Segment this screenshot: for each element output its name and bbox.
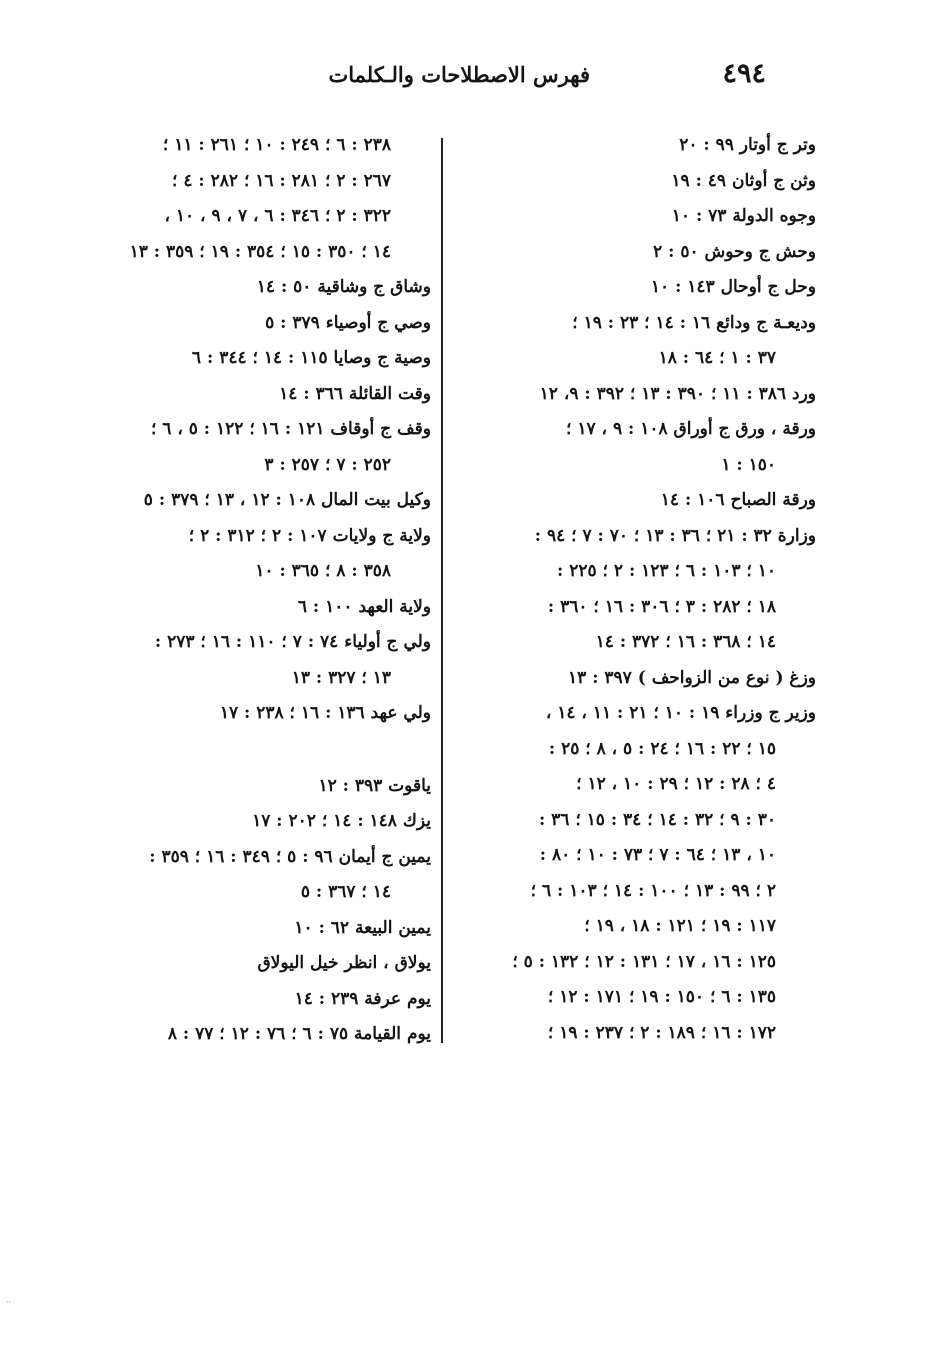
index-entry: ورد ٣٨٦ : ١١ ؛ ٣٩٠ : ١٣ ؛ ٣٩٢ : ٩، ١٢ xyxy=(539,383,816,404)
index-entry: يوم القيامة ٧٥ : ٦ ؛ ٧٦ : ١٢ ؛ ٧٧ : ٨ xyxy=(167,1024,431,1044)
index-entry: وزغ ( نوع من الزواحف ) ٣٩٧ : ١٣ xyxy=(568,667,816,688)
index-entry: وحش ج وحوش ٥٠ : ٢ xyxy=(653,241,816,262)
index-entry: وصي ج أوصياء ٣٧٩ : ٥ xyxy=(265,312,431,333)
index-entry: وصية ج وصايا ١١٥ : ١٤ ؛ ٣٤٤ : ٦ xyxy=(191,348,431,368)
index-entry-continuation: ٣٥٨ : ٨ ؛ ٣٦٥ : ١٠ xyxy=(255,561,391,581)
index-entry-continuation: ١١٧ : ١٩ ؛ ١٢١ : ١٨ ، ١٩ ؛ xyxy=(584,916,776,936)
index-entry: وزير ج وزراء ١٩ : ١٠ ؛ ٢١ : ١١ ، ١٤ ، xyxy=(545,703,816,723)
index-entry: وقف ج أوقاف ١٢١ : ١٦ ؛ ١٢٢ : ٥ ، ٦ ؛ xyxy=(150,419,431,439)
index-entry: وديعـة ج ودائع ١٦ : ١٤ ؛ ٢٣ : ١٩ ؛ xyxy=(572,312,816,333)
page-title: فهرس الاصطلاحات والـكلمات xyxy=(328,62,590,87)
page-header xyxy=(300,58,780,98)
index-entry: وشاق ج وشاقية ٥٠ : ١٤ xyxy=(256,277,431,297)
index-entry-continuation: ١٧٢ : ١٦ ؛ ١٨٩ : ٢ ؛ ٢٣٧ : ١٩ ؛ xyxy=(547,1022,776,1043)
index-entry: يمين البيعة ٦٢ : ١٠ xyxy=(294,917,431,938)
page-number: ٤٩٤ xyxy=(722,58,766,89)
index-entry: ولاية العهد ١٠٠ : ٦ xyxy=(297,596,431,617)
index-entry: ياقوت ٣٩٣ : ١٢ xyxy=(318,775,431,796)
index-entry: وتر ج أوتار ٩٩ : ٢٠ xyxy=(679,135,816,155)
index-entry: ولي عهد ١٣٦ : ١٦ ؛ ٢٣٨ : ١٧ xyxy=(219,703,431,723)
index-entry-continuation: ٢٦٧ : ٢ ؛ ٢٨١ : ١٦ ؛ ٢٨٢ : ٤ ؛ xyxy=(172,170,391,191)
index-entry-continuation: ٢٥٢ : ٧ ؛ ٢٥٧ : ٣ xyxy=(264,454,391,475)
index-entry: ولاية ج ولايات ١٠٧ : ٢ ؛ ٣١٢ : ٢ ؛ xyxy=(188,525,431,546)
index-entry-continuation: ١٥ ؛ ٢٢ : ١٦ ؛ ٢٤ : ٥ ، ٨ ؛ ٢٥ : xyxy=(548,738,776,759)
index-entry: ولي ج أولياء ٧٤ : ٧ ؛ ١١٠ : ١٦ ؛ ٢٧٣ : xyxy=(154,632,431,652)
index-entry-continuation: ١٨ ؛ ٢٨٢ : ٣ ؛ ٣٠٦ : ١٦ ؛ ٣٦٠ : xyxy=(547,596,776,617)
index-entry-continuation: ١٣ ؛ ٣٢٧ : ١٣ xyxy=(291,667,391,688)
index-entry: ورقة الصباح ١٠٦ : ١٤ xyxy=(660,490,816,510)
index-entry-continuation: ١٢٥ : ١٦ ، ١٧ ؛ ١٣١ : ١٢ ؛ ١٣٢ : ٥ ؛ xyxy=(512,951,776,972)
index-column-left xyxy=(71,128,431,1053)
index-entry-continuation: ٣٧ : ١ ؛ ٦٤ : ١٨ xyxy=(658,348,776,368)
scan-speck: ·· xyxy=(6,1298,12,1307)
index-entry-continuation: ١٠ ، ١٣ ؛ ٦٤ : ٧ ؛ ٧٣ : ١٠ ؛ ٨٠ : xyxy=(539,845,776,865)
index-entry-continuation: ٤ ؛ ٢٨ : ١٢ ؛ ٢٩ : ١٠ ، ١٢ ؛ xyxy=(576,774,776,794)
index-entry: وحل ج أوحال ١٤٣ : ١٠ xyxy=(650,277,816,297)
index-entry-continuation: ١٣٥ : ٦ ؛ ١٥٠ : ١٩ ؛ ١٧١ : ١٢ ؛ xyxy=(547,987,776,1007)
index-entry: يوم عرفة ٢٣٩ : ١٤ xyxy=(294,988,431,1009)
index-entry: وزارة ٣٢ : ٢١ ؛ ٣٦ : ١٣ ؛ ٧٠ : ٧ ؛ ٩٤ : xyxy=(534,525,816,546)
index-entry-continuation: ٢ ؛ ٩٩ : ١٣ ؛ ١٠٠ : ١٤ ؛ ١٠٣ : ٦ ؛ xyxy=(530,880,776,901)
index-entry: يولاق ، انظر خيل اليولاق xyxy=(257,953,431,973)
index-entry-continuation: ١٠ ؛ ١٠٣ : ٦ ؛ ١٢٣ : ٢ ؛ ٢٢٥ : xyxy=(557,561,776,581)
index-entry: وقت القائلة ٣٦٦ : ١٤ xyxy=(279,383,431,404)
index-entry: وكيل بيت المال ١٠٨ : ١٢ ، ١٣ ؛ ٣٧٩ : ٥ xyxy=(143,490,431,510)
index-entry-continuation: ١٤ ؛ ٣٦٧ : ٥ xyxy=(300,882,391,902)
index-entry: يمين ج أيمان ٩٦ : ٥ ؛ ٣٤٩ : ١٦ ؛ ٣٥٩ : xyxy=(149,846,431,867)
index-entry: يزك ١٤٨ : ١٤ ؛ ٢٠٢ : ١٧ xyxy=(252,811,431,831)
index-entry-continuation: ١٥٠ : ١ xyxy=(721,454,776,475)
index-entry: ورقة ، ورق ج أوراق ١٠٨ : ٩ ، ١٧ ؛ xyxy=(566,419,816,439)
index-entry-continuation: ٣٢٢ : ٢ ؛ ٣٤٦ : ٦ ، ٧ ، ٩ ، ١٠ ، xyxy=(164,206,391,226)
index-entry: وثن ج أوثان ٤٩ : ١٩ xyxy=(671,170,816,191)
index-entry: وجوه الدولة ٧٣ : ١٠ xyxy=(671,206,816,226)
index-entry-continuation: ١٤ ؛ ٣٦٨ : ١٦ ؛ ٣٧٢ : ١٤ xyxy=(595,632,776,652)
index-entry-continuation: ٣٠ : ٩ ؛ ٣٢ : ١٤ ؛ ٣٤ : ١٥ ؛ ٣٦ : xyxy=(538,809,776,830)
index-entry-continuation: ٢٣٨ : ٦ ؛ ٢٤٩ : ١٠ ؛ ٢٦١ : ١١ ؛ xyxy=(162,135,391,155)
index-entry-continuation: ١٤ ؛ ٣٥٠ : ١٥ ؛ ٣٥٤ : ١٩ ؛ ٣٥٩ : ١٣ xyxy=(129,241,391,262)
column-divider xyxy=(441,138,443,1043)
index-column-right xyxy=(456,128,816,1051)
